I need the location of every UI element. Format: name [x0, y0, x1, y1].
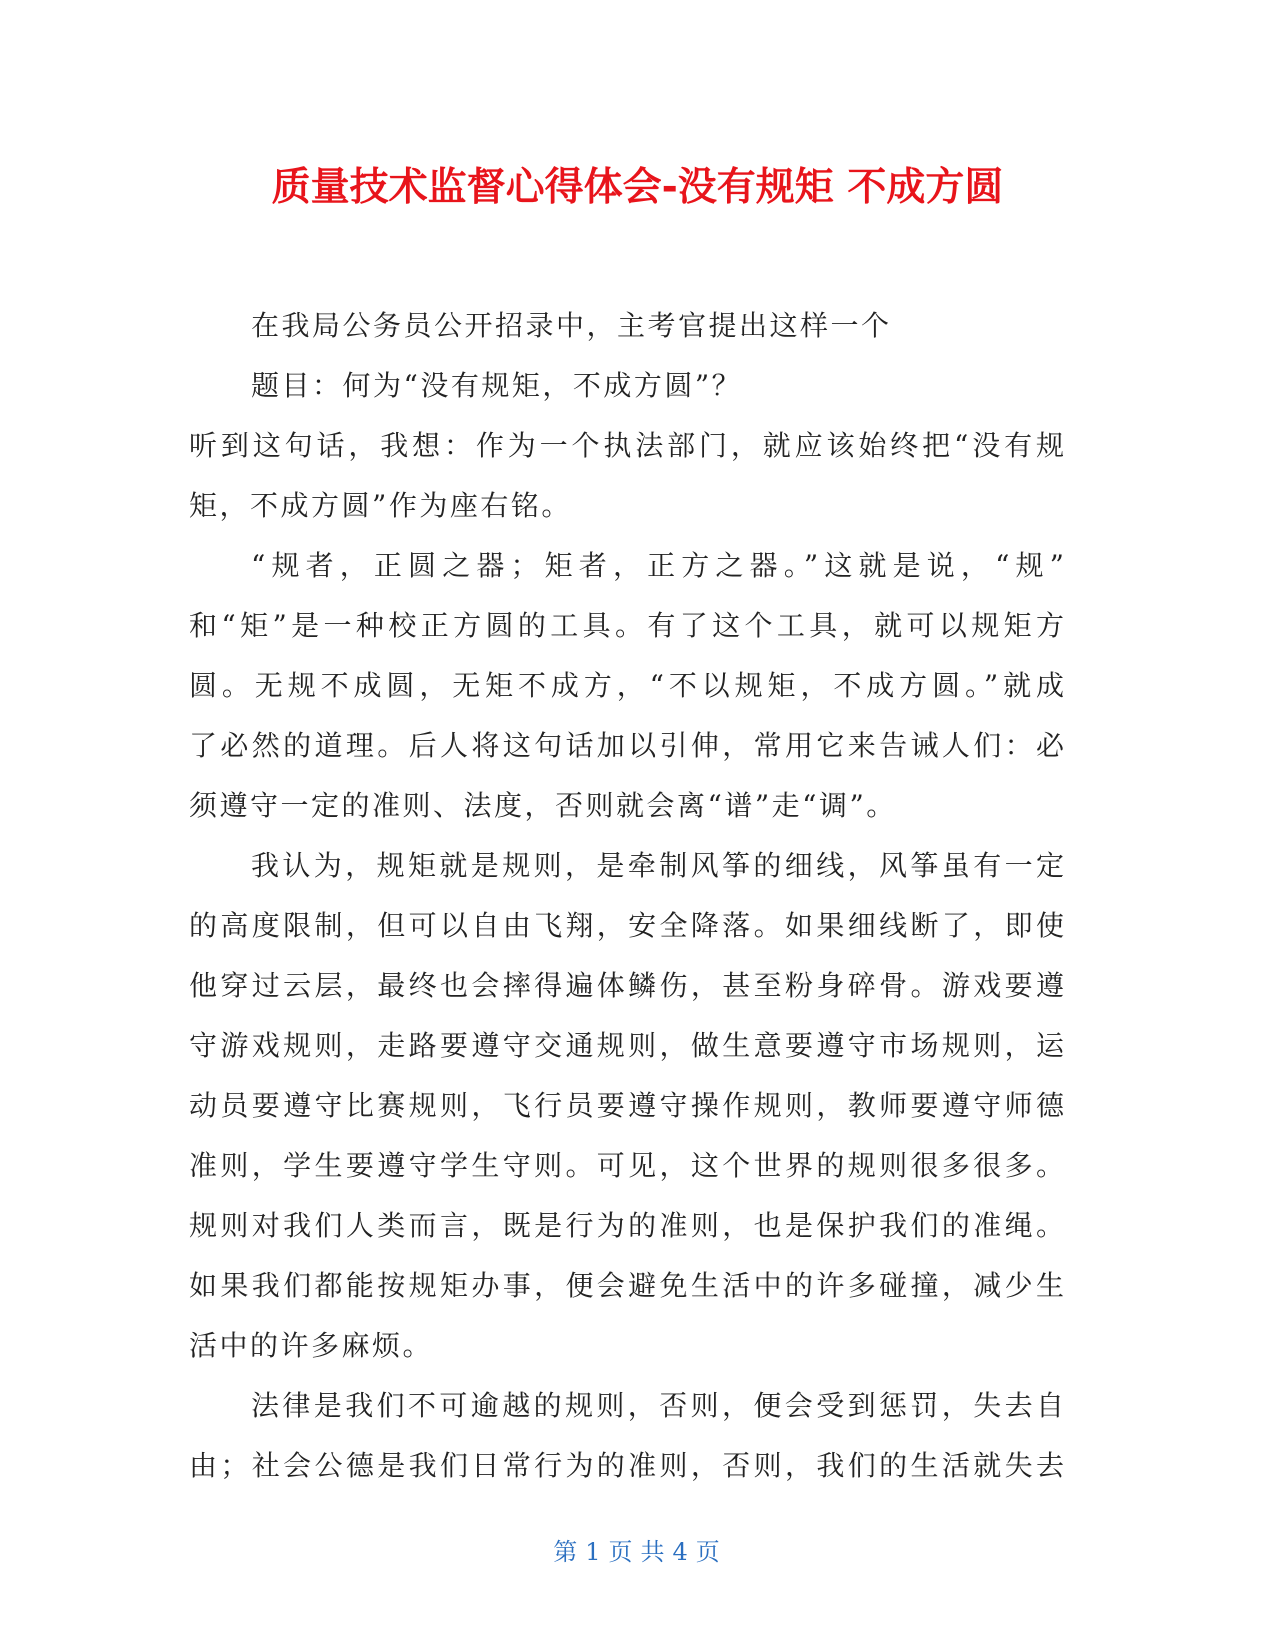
paragraph-line: 由；社会公德是我们日常行为的准则，否则，我们的生活就失去: [189, 1449, 1064, 1482]
paragraph-line: 须遵守一定的准则、法度，否则就会离“谱”走“调”。: [189, 789, 897, 822]
paragraph-line: 和“矩”是一种校正方圆的工具。有了这个工具，就可以规矩方: [189, 609, 1064, 642]
paragraph-line: 活中的许多麻烦。: [189, 1329, 434, 1362]
paragraph-line: 法律是我们不可逾越的规则，否则，便会受到惩罚，失去自: [251, 1389, 1064, 1422]
paragraph-line: 的高度限制，但可以自由飞翔，安全降落。如果细线断了，即使: [189, 909, 1064, 942]
document-body: [189, 296, 1064, 1496]
page-footer: [0, 1537, 1275, 1567]
paragraph-line: “规者，正圆之器；矩者，正方之器。”这就是说，“规”: [251, 549, 1064, 582]
paragraph-line: 题目：何为“没有规矩，不成方圆”？: [251, 369, 743, 402]
paragraph-line: 如果我们都能按规矩办事，便会避免生活中的许多碰撞，减少生: [189, 1269, 1064, 1302]
paragraph-line: 在我局公务员公开招录中，主考官提出这样一个: [251, 309, 892, 342]
paragraph-line: 规则对我们人类而言，既是行为的准则，也是保护我们的准绳。: [189, 1209, 1064, 1242]
footer-total-label: 共: [640, 1538, 667, 1566]
paragraph-line: 听到这句话，我想：作为一个执法部门，就应该始终把“没有规: [189, 429, 1064, 462]
document-title: 质量技术监督心得体会-没有规矩 不成方圆: [271, 165, 1004, 210]
paragraph-line: 他穿过云层，最终也会摔得遍体鳞伤，甚至粉身碎骨。游戏要遵: [189, 969, 1064, 1002]
footer-prefix: 第: [553, 1538, 580, 1566]
footer-page-label: 页: [608, 1538, 635, 1566]
paragraph-line: 矩，不成方圆”作为座右铭。: [189, 489, 572, 522]
footer-suffix: 页: [695, 1538, 722, 1566]
paragraph-line: 我认为，规矩就是规则，是牵制风筝的细线，风筝虽有一定: [251, 849, 1064, 882]
footer-total-pages: 4: [672, 1538, 690, 1566]
paragraph-line: 圆。无规不成圆，无矩不成方，“不以规矩，不成方圆。”就成: [189, 669, 1064, 702]
paragraph-line: 准则，学生要遵守学生守则。可见，这个世界的规则很多很多。: [189, 1149, 1064, 1182]
paragraph-line: 动员要遵守比赛规则，飞行员要遵守操作规则，教师要遵守师德: [189, 1089, 1064, 1122]
footer-current-page: 1: [585, 1538, 603, 1566]
paragraph-line: 守游戏规则，走路要遵守交通规则，做生意要遵守市场规则，运: [189, 1029, 1064, 1062]
paragraph-line: 了必然的道理。后人将这句话加以引伸，常用它来告诫人们：必: [189, 729, 1064, 762]
